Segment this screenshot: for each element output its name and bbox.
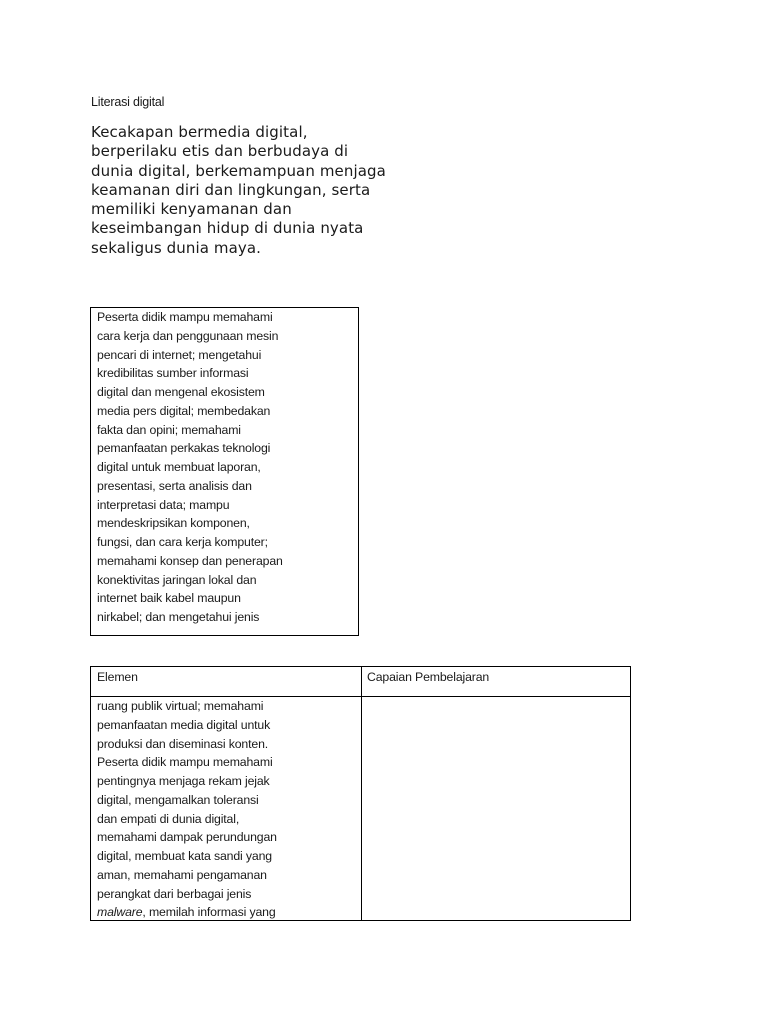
learning-outcome-box <box>90 307 359 636</box>
table-cell-line: digital, membuat kata sandi yang <box>97 849 272 863</box>
table-header-capaian: Capaian Pembelajaran <box>367 670 490 684</box>
description-line: keseimbangan hidup di dunia nyata <box>91 219 364 238</box>
outcome-line: pencari di internet; mengetahui <box>97 347 262 362</box>
outcome-line: presentasi, serta analisis dan <box>97 478 252 493</box>
outcome-line: mendeskripsikan komponen, <box>97 516 250 531</box>
table-cell-line: pentingnya menjaga rekam jejak <box>97 774 270 788</box>
table-cell-line: ruang publik virtual; memahami <box>97 699 264 713</box>
outcome-line: memahami konsep dan penerapan <box>97 553 283 568</box>
table-cell-line: perangkat dari berbagai jenis <box>97 886 252 901</box>
table-cell-line: aman, memahami pengamanan <box>97 867 267 882</box>
outcome-line: konektivitas jaringan lokal dan <box>97 572 257 587</box>
outcome-line: digital untuk membuat laporan, <box>97 460 261 474</box>
outcome-line: media pers digital; membedakan <box>97 403 271 418</box>
outcome-line: Peserta didik mampu memahami <box>97 310 273 324</box>
description-line: keamanan diri dan lingkungan, serta <box>91 180 371 199</box>
table-cell-line-rest: , memilah informasi yang <box>142 905 276 920</box>
table-cell-line: memahami dampak perundungan <box>97 830 277 845</box>
description-line: dunia digital, berkemampuan menjaga <box>91 161 386 180</box>
table-cell-line: pemanfaatan media digital untuk <box>97 717 271 732</box>
description-line: memiliki kenyamanan dan <box>91 200 292 219</box>
description-line: Kecakapan bermedia digital, <box>91 123 308 141</box>
outcome-line: nirkabel; dan mengetahui jenis <box>97 610 260 624</box>
italic-term: malware <box>97 905 143 920</box>
table-cell-line: digital, mengamalkan toleransi <box>97 792 259 807</box>
outcome-line: internet baik kabel maupun <box>97 591 241 606</box>
table-cell-line-last <box>97 903 277 922</box>
table-cell-elemen <box>97 697 277 922</box>
outcome-line: fungsi, dan cara kerja komputer; <box>97 535 268 549</box>
table-cell-line: dan empati di dunia digital, <box>97 811 240 826</box>
table-cell-line: Peserta didik mampu memahami <box>97 755 273 770</box>
outcome-line: cara kerja dan penggunaan mesin <box>97 328 279 343</box>
description-line: berperilaku etis dan berbudaya di <box>91 142 349 161</box>
section-heading: Literasi digital <box>91 95 165 109</box>
outcome-line: fakta dan opini; memahami <box>97 422 241 437</box>
table-cell-capaian <box>362 697 630 920</box>
elements-table <box>90 666 631 921</box>
outcome-line: digital dan mengenal ekosistem <box>97 385 265 399</box>
outcome-line: interpretasi data; mampu <box>97 497 230 512</box>
learning-outcome-text <box>97 308 283 627</box>
table-cell-line: produksi dan diseminasi konten. <box>97 736 269 751</box>
description-line: sekaligus dunia maya. <box>91 238 262 257</box>
outcome-line: kredibilitas sumber informasi <box>97 366 249 381</box>
outcome-line: pemanfaatan perkakas teknologi <box>97 441 271 456</box>
description-paragraph <box>91 123 401 258</box>
table-header-elemen: Elemen <box>97 670 138 684</box>
